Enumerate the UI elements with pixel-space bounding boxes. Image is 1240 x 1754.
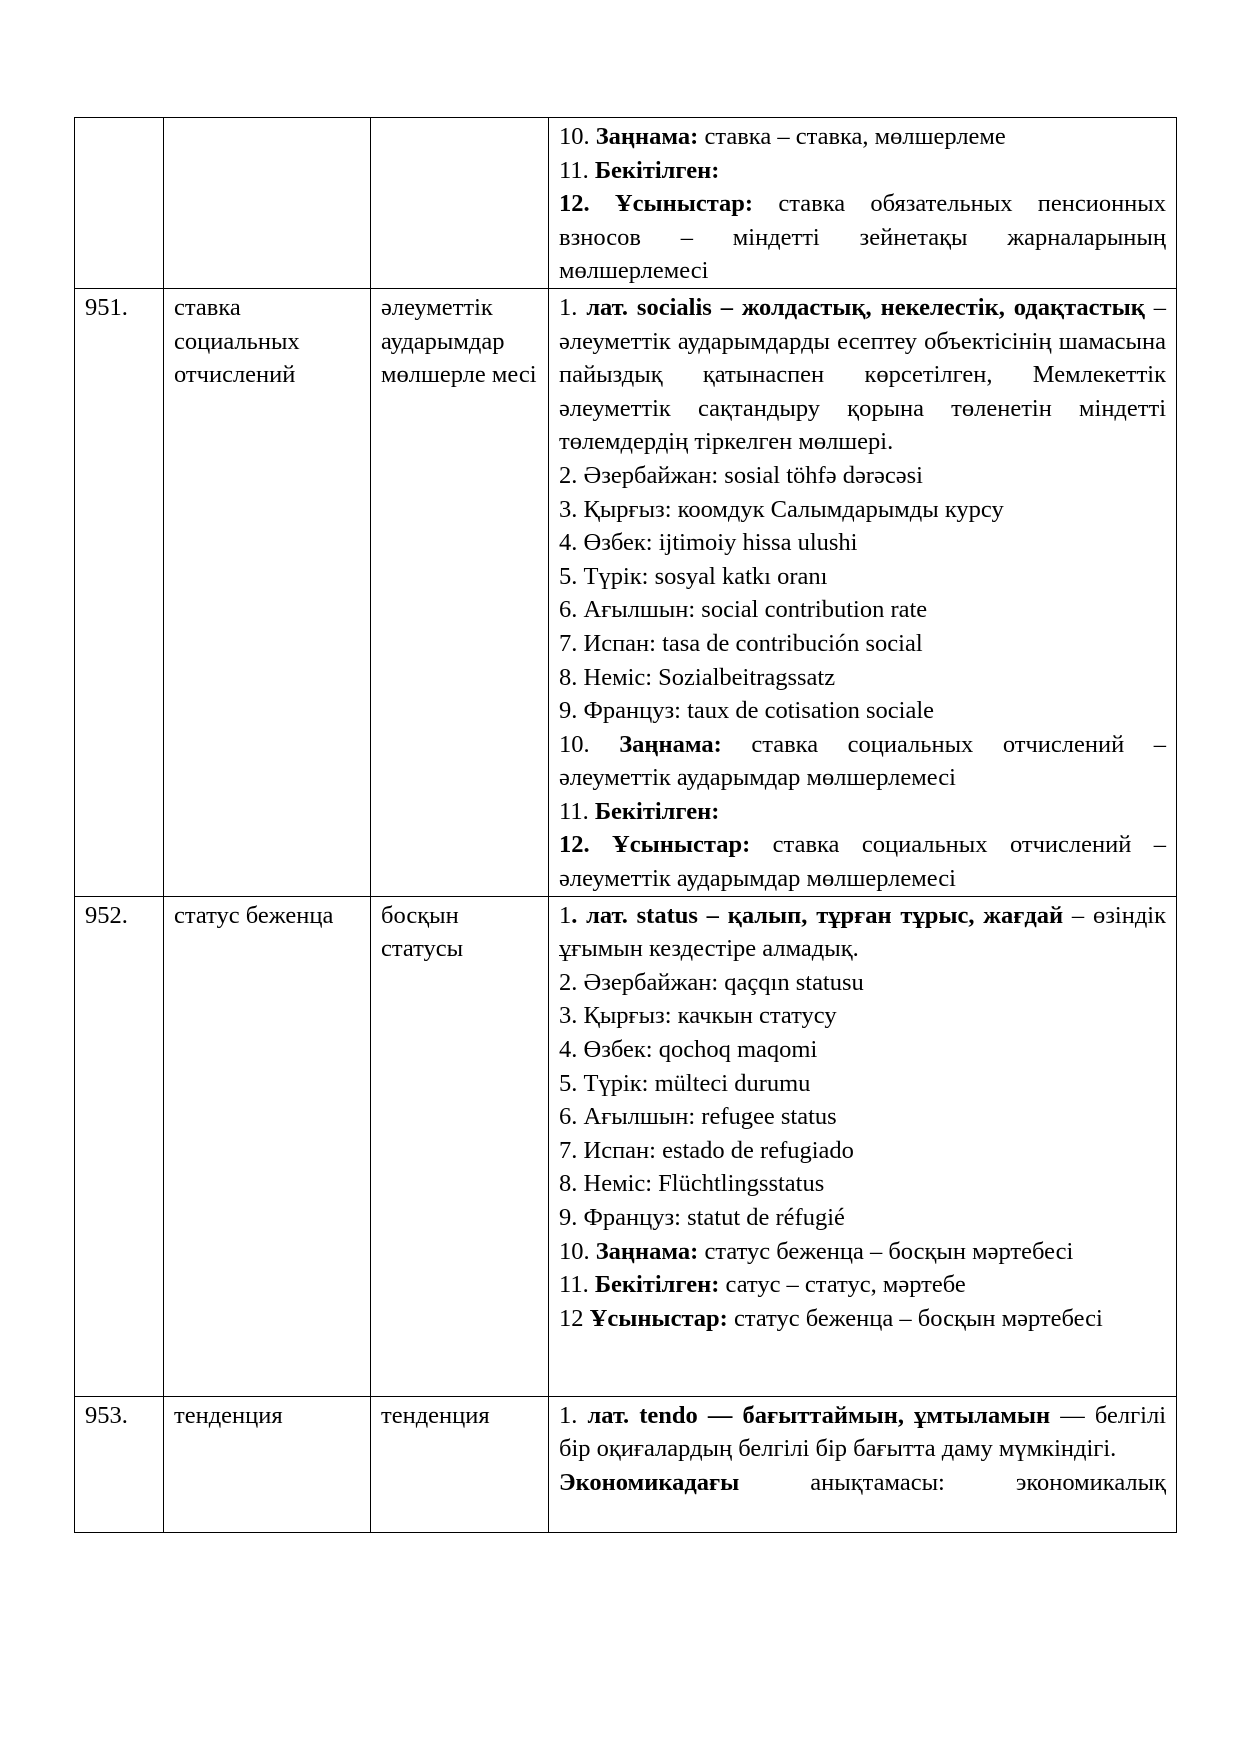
desc-line: 5. Түрік: mülteci durumu	[559, 1069, 811, 1097]
desc-line: 8. Неміс: Sozialbeitragssatz	[559, 663, 836, 691]
desc-line: 11. Бекітілген:	[559, 797, 720, 825]
desc-line: 6. Ағылшын: refugee status	[559, 1103, 837, 1131]
entry-description	[549, 288, 1177, 896]
desc-line: 12 Ұсыныстар: статус беженца – босқын мәртебесі	[559, 1304, 1103, 1332]
desc-line: 10. Заңнама: статус беженца – босқын мәртебесі	[559, 1237, 1074, 1265]
term-russian: ставка социальных отчислений	[164, 288, 371, 896]
table-row	[75, 1396, 1177, 1532]
desc-line: 11. Бекітілген: сатус – статус, мәртебе	[559, 1271, 966, 1299]
desc-line: 8. Неміс: Flüchtlingsstatus	[559, 1170, 825, 1198]
desc-line: 9. Француз: statut de réfugié	[559, 1204, 845, 1231]
term-kazakh: әлеуметтік аударымдар мөлшерле месі	[371, 288, 549, 896]
desc-line: 10. Заңнама: ставка – ставка, мөлшерлеме	[559, 123, 1006, 150]
term-kazakh: тенденция	[371, 1396, 549, 1532]
table-row	[75, 118, 1177, 289]
term-kazakh	[371, 118, 549, 289]
desc-line: 6. Ағылшын: social contribution rate	[559, 596, 928, 624]
desc-line: 3. Қырғыз: качкын статусу	[559, 1002, 837, 1030]
entry-number: 952.	[75, 896, 164, 1396]
entry-description	[549, 1396, 1177, 1532]
desc-line: 2. Әзербайжан: qaçqın statusu	[559, 968, 864, 996]
desc-line: 4. Өзбек: ijtimoiy hissa ulushi	[559, 529, 858, 557]
desc-line: 12. Ұсыныстар: ставка социальных отчислений – әлеуметтік аударымдар мөлшерлемесі	[559, 831, 1167, 893]
desc-line: Экономикадағы анықтамасы: экономикалық	[559, 1468, 1166, 1496]
entry-number: 953.	[75, 1396, 164, 1532]
desc-line: 7. Испан: estado de refugiado	[559, 1136, 854, 1164]
dictionary-table	[74, 117, 1177, 1533]
entry-number: 951.	[75, 288, 164, 896]
term-russian: тенденция	[164, 1396, 371, 1532]
desc-line: 5. Түрік: sosyal katkı oranı	[559, 562, 828, 590]
entry-description	[549, 118, 1177, 289]
entry-description	[549, 896, 1177, 1396]
table-row	[75, 288, 1177, 896]
desc-line: 4. Өзбек: qochoq maqomi	[559, 1036, 818, 1064]
desc-line: 1. лат. tendo — бағыттаймын, ұмтыламын — белгілі бір оқиғалардың белгілі бір бағытта даму мүмкіндігі.	[559, 1401, 1166, 1463]
desc-line: 2. Әзербайжан: sosial töhfə dərəcəsi	[559, 461, 923, 489]
desc-line: 7. Испан: tasa de contribución social	[559, 629, 923, 657]
desc-line: 1. лат. status – қалып, тұрған тұрыс, жағдай – өзіндік ұғымын кездестіре алмадық.	[559, 901, 1166, 963]
term-russian	[164, 118, 371, 289]
desc-line: 9. Француз: taux de cotisation sociale	[559, 697, 935, 725]
desc-line: 12. Ұсыныстар: ставка обязательных пенсионных взносов – міндетті зейнетақы жарналарының мөлшерлемесі	[559, 190, 1167, 285]
term-russian: статус беженца	[164, 896, 371, 1396]
term-kazakh: босқын статусы	[371, 896, 549, 1396]
entry-number	[75, 118, 164, 289]
desc-line: 10. Заңнама: ставка социальных отчислений – әлеуметтік аударымдар мөлшерлемесі	[559, 730, 1167, 792]
table-row	[75, 896, 1177, 1396]
desc-line: 11. Бекітілген:	[559, 156, 720, 184]
desc-line: 3. Қырғыз: коомдук Салымдарымды курсу	[559, 495, 1004, 523]
desc-line: 1. лат. socialis – жолдастық, некелестік, одақтастық – әлеуметтік аударымдарды есептеу объектісінің шамасына пайыздық қатынаспен көрсетілген, Мемлекеттік әлеуметтік сақтандыру қорына төленетін міндетті төлемдердің тіркелген мөлшері.	[559, 293, 1166, 456]
